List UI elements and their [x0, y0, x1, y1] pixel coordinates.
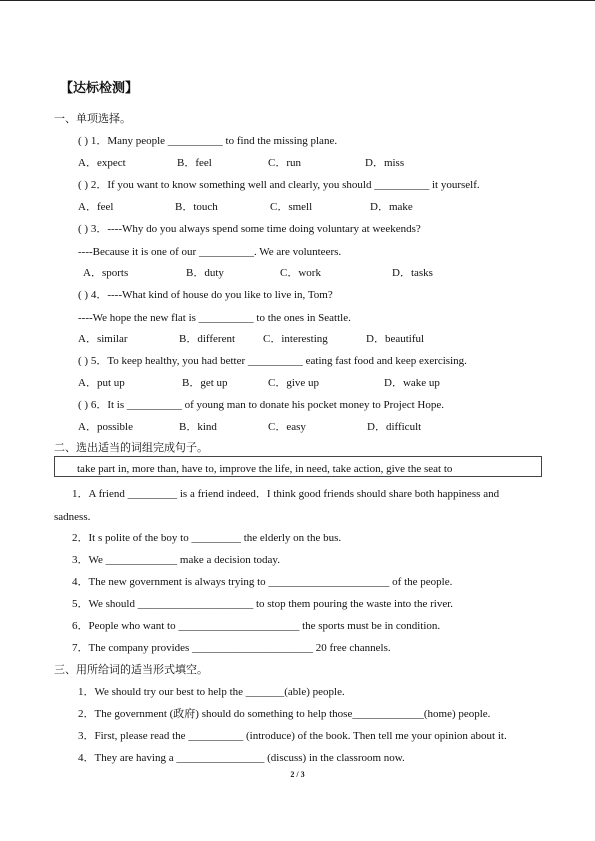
- q2-option-a: A．feel: [78, 201, 114, 213]
- word-bank-box: [54, 456, 542, 477]
- part2-heading: 二、选出适当的词组完成句子。: [54, 441, 208, 454]
- q5-stem: ( ) 5．To keep healthy, you had better __________ eating fast food and keep exercising.: [78, 355, 467, 367]
- q1-option-b: B．feel: [177, 157, 212, 169]
- q2-option-d: D．make: [370, 201, 413, 213]
- q1-option-d: D．miss: [365, 157, 405, 169]
- word-form-item-1: 1．We should try our best to help the _______(able) people.: [78, 686, 345, 698]
- q5-option-b: B．get up: [182, 377, 228, 389]
- q4-stem: ( ) 4．----What kind of house do you like to live in, Tom?: [78, 289, 333, 301]
- q2-stem: ( ) 2．If you want to know something well and clearly, you should __________ it yourself.: [78, 179, 480, 191]
- q3-option-a: A．sports: [83, 267, 129, 279]
- word-form-item-4: 4．They are having a ________________ (discuss) in the classroom now.: [78, 752, 405, 764]
- word-form-item-2: 2．The government (政府) should do something to help those_____________(home) people.: [78, 708, 491, 720]
- q3-option-b: B．duty: [186, 267, 224, 279]
- word-form-item-3: 3．First, please read the __________ (introduce) of the book. Then tell me your opinion about it.: [78, 730, 507, 742]
- q4-option-c: C．interesting: [263, 333, 328, 345]
- section-title: 【达标检测】: [60, 81, 139, 96]
- q3-option-d: D．tasks: [392, 267, 433, 279]
- q3-stem-answer: ----Because it is one of our __________. We are volunteers.: [78, 246, 342, 258]
- page-number: 2 / 3: [290, 770, 305, 779]
- q1-option-c: C．run: [268, 157, 301, 169]
- fill-item-3: 3．We _____________ make a decision today.: [72, 554, 280, 566]
- fill-item-6: 6．People who want to ______________________ the sports must be in condition.: [72, 620, 441, 632]
- word-bank-text: take part in, more than, have to, improve the life, in need, take action, give the seat to: [77, 463, 453, 475]
- q4-stem-answer: ----We hope the new flat is __________ to the ones in Seattle.: [78, 312, 351, 324]
- fill-item-7: 7．The company provides ______________________ 20 free channels.: [72, 642, 391, 654]
- q4-option-a: A．similar: [78, 333, 128, 345]
- q5-option-a: A．put up: [78, 377, 125, 389]
- part1-heading: 一、单项选择。: [54, 112, 131, 125]
- q5-option-d: D．wake up: [384, 377, 440, 389]
- q6-option-b: B．kind: [179, 421, 217, 433]
- q1-option-a: A．expect: [78, 157, 126, 169]
- fill-item-1-continued: sadness.: [54, 511, 91, 523]
- q4-option-d: D．beautiful: [366, 333, 425, 345]
- q6-option-d: D．difficult: [367, 421, 422, 433]
- q6-option-a: A．possible: [78, 421, 133, 433]
- q3-stem: ( ) 3．----Why do you always spend some time doing voluntary at weekends?: [78, 223, 421, 235]
- q6-stem: ( ) 6．It is __________ of young man to donate his pocket money to Project Hope.: [78, 399, 444, 411]
- q1-stem: ( ) 1．Many people __________ to find the missing plane.: [78, 135, 338, 147]
- part3-heading: 三、用所给词的适当形式填空。: [54, 663, 208, 676]
- fill-item-4: 4．The new government is always trying to ______________________ of the people.: [72, 576, 453, 588]
- q2-option-b: B．touch: [175, 201, 218, 213]
- q4-option-b: B．different: [179, 333, 236, 345]
- q3-option-c: C．work: [280, 267, 321, 279]
- fill-item-1: 1．A friend _________ is a friend indeed．I think good friends should share both happiness and: [72, 488, 500, 500]
- q6-option-c: C．easy: [268, 421, 306, 433]
- fill-item-2: 2．It s polite of the boy to _________ the elderly on the bus.: [72, 532, 342, 544]
- q2-option-c: C．smell: [270, 201, 313, 213]
- q5-option-c: C．give up: [268, 377, 320, 389]
- fill-item-5: 5．We should _____________________ to stop them pouring the waste into the river.: [72, 598, 454, 610]
